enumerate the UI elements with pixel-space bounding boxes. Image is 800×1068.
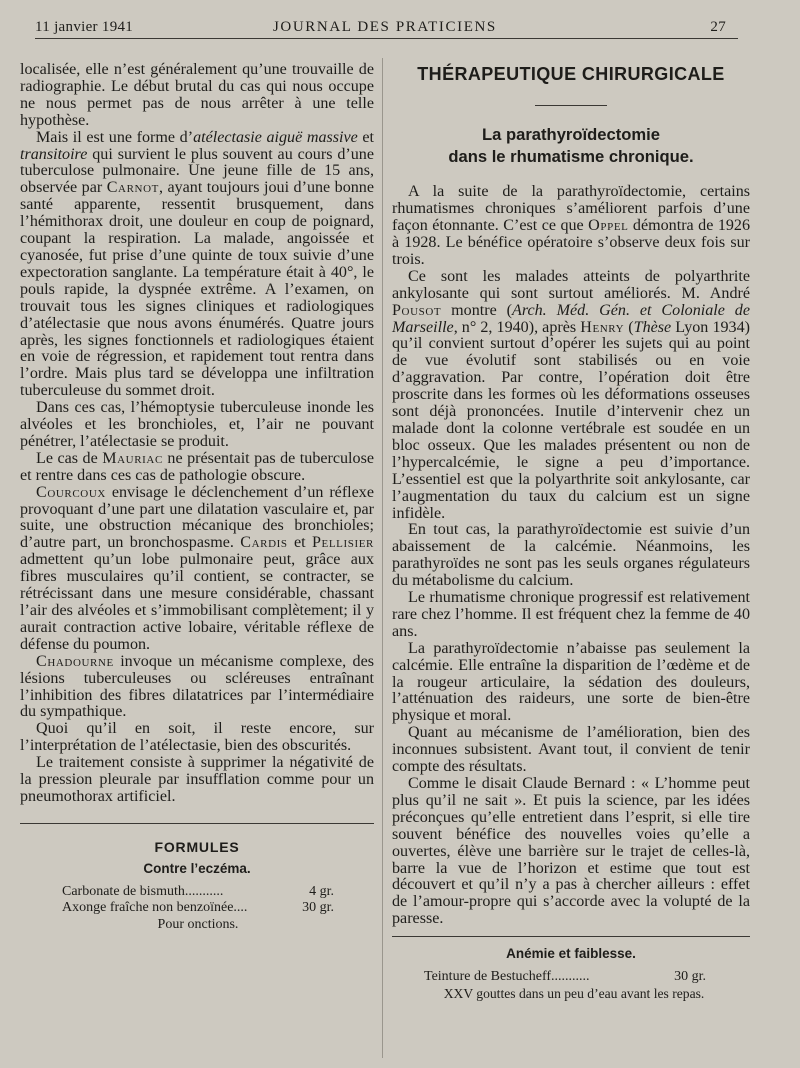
recipe-row: Teinture de Bestucheff........... 30 gr. [424, 969, 706, 985]
paragraph: Courcoux envisage le déclenchement d’un réflexe provoquant d’une part une dilatation vasculaire et, par suite, une obstruction mécanique des bronchioles; d’autre part, un bronchospasme. Cardis et Pellisier admettent qu’un lobe pulmonaire peut, grâce aux fibres musculaires qu’il contient, se contracter, se rétrécissant dans une mesure considérable, chassant l’air des alvéoles et s’immobilisant complètement; il y aurait contraction active lobaire, véritable réflexe de défense du poumon. [20, 483, 374, 653]
title-rule [535, 105, 607, 106]
recipe-row: Axonge fraîche non benzoïnée.... 30 gr. [62, 900, 334, 916]
recipe-note: Pour onctions. [157, 917, 239, 933]
section-divider [392, 936, 750, 937]
recipe-eczema [62, 884, 334, 933]
header-page-number: 27 [710, 19, 726, 35]
formules-title: FORMULES [154, 839, 240, 856]
page-header [35, 16, 738, 39]
section-title: THÉRAPEUTIQUE CHIRURGICALE [417, 64, 725, 84]
column-divider [382, 58, 383, 1058]
formules-subtitle: Contre l’eczéma. [143, 861, 251, 877]
paragraph: Le cas de Mauriac ne présentait pas de tuberculose et rentre dans ces cas de pathologie obscure. [20, 449, 374, 484]
section-divider [20, 823, 374, 824]
recipe-anemie [398, 969, 750, 1002]
article-title: La parathyroïdectomie dans le rhumatisme chronique. [448, 125, 694, 167]
paragraph: Comme le disait Claude Bernard : « L’homme peut plus qu’il ne sait ». Et puis la science, par les idées préconçues qu’elle entretient dans l’esprit, si elle tire souvent bénéfice des nouvelles voies qu’elle a ouvertes, élève une barrière sur le trajet de celles-là, barre la vue de l’horizon et estime que tout est découvert et qu’il n’y a pas à chercher ailleurs : effet de l’amour-propre qui s’accorde avec la volupté de la paresse. [392, 775, 750, 928]
paragraph: Le rhumatisme chronique progressif est relativement rare chez l’homme. Il est fréquent chez la femme de 40 ans. [392, 589, 750, 640]
left-column [20, 62, 374, 933]
right-column [392, 62, 750, 1002]
anemie-title: Anémie et faiblesse. [506, 946, 636, 962]
paragraph: Quant au mécanisme de l’amélioration, bien des inconnues subsistent. Avant tout, il convient de tenir compte des résultats. [392, 724, 750, 776]
paragraph: La parathyroïdectomie n’abaisse pas seulement la calcémie. Elle entraîne la disparition de l’œdème et de la rougeur articulaire, la sédation des douleurs, l’atténuation des raideurs, une sorte de bien-être physique et moral. [392, 639, 750, 725]
header-journal-title: JOURNAL DES PRATICIENS [273, 19, 497, 35]
paragraph: Dans ces cas, l’hémoptysie tuberculeuse inonde les alvéoles et les bronchioles, et, l’air ne pouvant pénétrer, l’atélectasie se produit. [20, 399, 374, 450]
paragraph: Mais il est une forme d’atélectasie aiguë massive et transitoire qui survient le plus souvent au cours d’une tuberculose pulmonaire. Une jeune fille de 15 ans, observée par Carnot, ayant toujours joui d’une bonne santé apparente, ressentit brusquement, dans l’hémithorax droit, une douleur en coup de poignard, coupant la respiration. La malade, angoissée et cyanosée, fut prise d’une quinte de toux suivie d’une expectoration sanglante. La température était à 40°, le pouls rapide, la dyspnée extrême. A l’examen, on trouvait tous les signes cliniques et radiologiques d’atélectasie que nous avons énumérés. Quatre jours après, les signes fonctionnels et radiologiques étaient en voie de régression, et rapidement tout rentra dans l’ordre. Mais plus tard se développa une infiltration tuberculeuse du sommet droit. [20, 128, 374, 400]
recipe-row: Carbonate de bismuth........... 4 gr. [62, 884, 334, 900]
header-date: 11 janvier 1941 [35, 19, 134, 35]
recipe-note: XXV gouttes dans un peu d’eau avant les repas. [443, 986, 705, 1002]
paragraph: Chadourne invoque un mécanisme complexe, des lésions tuberculeuses ou scléreuses entraînant l’inhibition des fibres dilatatrices par l’intermédiaire du sympathique. [20, 652, 374, 721]
paragraph: Ce sont les malades atteints de polyarthrite ankylosante qui sont surtout améliorés. M. André Pousot montre (Arch. Méd. Gén. et Coloniale de Marseille, n° 2, 1940), après Henry (Thèse Lyon 1934) qu’il convient surtout d’opérer les sujets qui au point de vue évolutif sont stabilisés ou en voie d’aggravation. Par contre, l’opération doit être proscrite dans les formes où les déformations osseuses sont déjà prononcées. Inutile d’intervenir chez un malade dont la colonne vertébrale est soudée en un bloc osseux. Que les malades présentent ou non de l’hypercalcémie, le signe a peu d’importance. L’essentiel est que la polyarthrite soit ankylosante, car l’augmentation du taux du calcium est un signe infidèle. [392, 267, 750, 522]
paragraph: localisée, elle n’est généralement qu’une trouvaille de radiographie. Le début brutal du cas qui nous occupe ne nous permet pas de nous arrêter à une telle hypothèse. [20, 61, 374, 129]
paragraph: A la suite de la parathyroïdectomie, certains rhumatismes chroniques s’améliorent parfois d’une façon étonnante. C’est ce que Oppel démontra de 1926 à 1928. Le bénéfice opératoire s’observe deux fois sur trois. [392, 183, 751, 268]
paragraph: Le traitement consiste à supprimer la négativité de la pression pleurale par insufflation comme pour un pneumothorax artificiel. [20, 754, 374, 805]
paragraph: En tout cas, la parathyroïdectomie est suivie d’un abaissement de la calcémie. Néanmoins, les parathyroïdes ne sont pas les seuls organes régulateurs du métabolisme du calcium. [392, 521, 750, 590]
paragraph: Quoi qu’il en soit, il reste encore, sur l’interprétation de l’atélectasie, bien des obscurités. [20, 720, 374, 755]
